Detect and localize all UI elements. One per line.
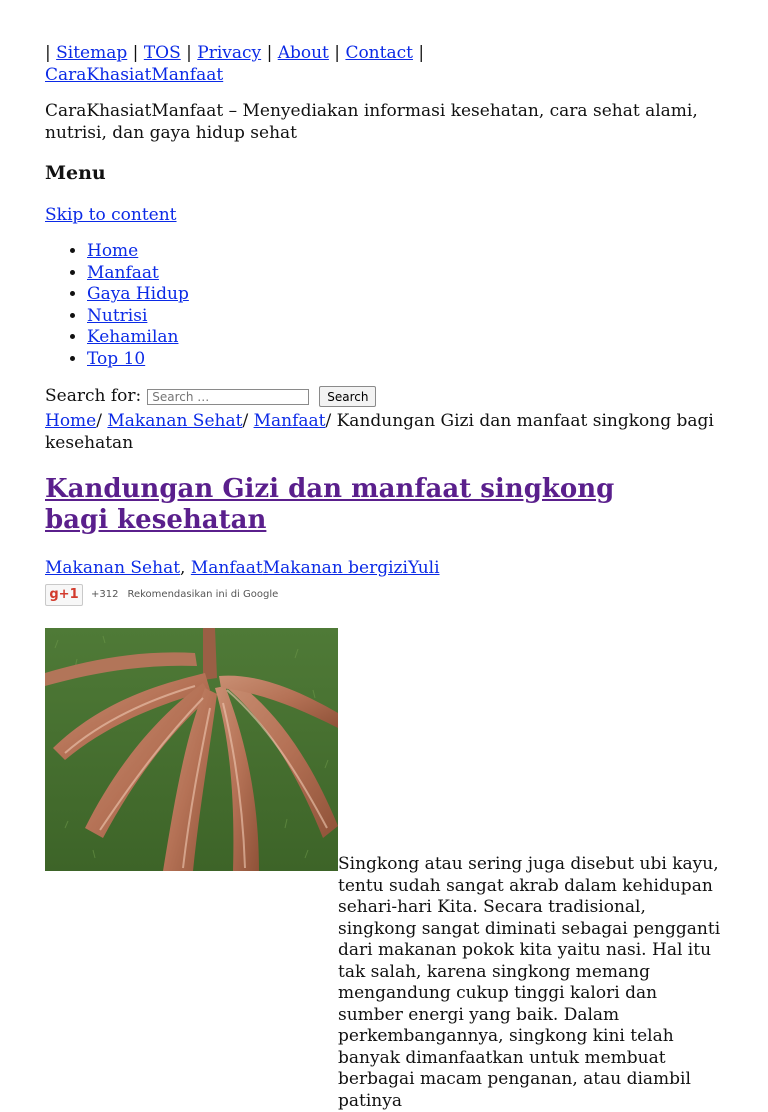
breadcrumb-makanan-sehat[interactable]: Makanan Sehat xyxy=(107,411,243,431)
search-form xyxy=(45,386,376,408)
menu-link-top-10[interactable]: Top 10 xyxy=(87,348,146,369)
breadcrumb: Home/ Makanan Sehat/ Manfaat/ Kandungan Gizi dan manfaat singkong bagi kesehatan xyxy=(45,411,714,453)
nav-link-contact[interactable]: Contact xyxy=(345,43,413,63)
nav-separator: | xyxy=(266,43,273,63)
menu-item-manfaat xyxy=(87,263,189,285)
nav-link-about[interactable]: About xyxy=(277,43,329,63)
nav-separator: | xyxy=(418,43,425,63)
site-tagline: CaraKhasiatManfaat – Menyediakan informasi kesehatan, cara sehat alami, nutrisi, dan gaya hidup sehat xyxy=(45,101,698,143)
post-meta: Makanan Sehat, ManfaatMakanan bergiziYuli xyxy=(45,558,440,578)
menu-item-top-10 xyxy=(87,349,189,371)
breadcrumb-home[interactable]: Home xyxy=(45,411,97,431)
menu-link-manfaat[interactable]: Manfaat xyxy=(87,262,159,283)
search-input[interactable] xyxy=(147,389,309,405)
menu-link-gaya-hidup[interactable]: Gaya Hidup xyxy=(87,284,189,304)
menu-item-kehamilan xyxy=(87,327,189,349)
menu-link-home[interactable]: Home xyxy=(87,241,139,261)
main-menu xyxy=(45,241,189,370)
search-button[interactable]: Search xyxy=(319,386,376,407)
menu-item-gaya-hidup xyxy=(87,284,189,306)
post-paragraph: Singkong atau sering juga disebut ubi kayu, tentu sudah sangat akrab dalam kehidupan sehari-hari Kita. Secara tradisional, singkong sangat diminati sebagai pengganti dari makanan pokok kita yaitu nasi. Hal itu tak salah, karena singkong memang mengandung cukup tinggi kalori dan sumber energi yang baik. Dalam perkembangannya, singkong kini telah banyak dimanfaatkan untuk membuat berbagai macam penganan, atau diambil patinya xyxy=(338,854,721,1111)
menu-heading: Menu xyxy=(45,162,106,184)
gplus-widget xyxy=(45,584,278,606)
nav-link-sitemap[interactable]: Sitemap xyxy=(56,43,128,63)
menu-item-home xyxy=(87,241,189,263)
gplus-button[interactable]: g+1 xyxy=(45,584,83,606)
nav-separator: | xyxy=(45,43,51,63)
tag-link-makanan-bergizi[interactable]: Makanan bergizi xyxy=(262,558,408,578)
menu-link-kehamilan[interactable]: Kehamilan xyxy=(87,327,179,347)
site-title-link[interactable]: CaraKhasiatManfaat xyxy=(45,65,224,85)
menu-item-nutrisi xyxy=(87,306,189,328)
author-link[interactable]: Yuli xyxy=(407,558,440,578)
menu-link-nutrisi[interactable]: Nutrisi xyxy=(87,305,148,326)
search-label: Search for: xyxy=(45,386,142,406)
gplus-recommend-text: Rekomendasikan ini di Google xyxy=(127,589,279,601)
category-link-manfaat[interactable]: Manfaat xyxy=(190,558,263,578)
category-link-makanan-sehat[interactable]: Makanan Sehat xyxy=(45,558,181,578)
gplus-count: +312 xyxy=(91,589,119,601)
post-title xyxy=(45,474,685,536)
nav-link-tos[interactable]: TOS xyxy=(143,43,181,63)
cassava-photo xyxy=(45,628,338,871)
breadcrumb-current: Kandungan Gizi dan manfaat singkong bagi kesehatan xyxy=(45,411,714,453)
nav-separator: | xyxy=(334,43,341,63)
nav-separator: | xyxy=(186,43,192,63)
nav-link-privacy[interactable]: Privacy xyxy=(197,43,262,63)
nav-separator: | xyxy=(132,43,139,63)
post-body xyxy=(45,854,721,1112)
skip-to-content-link[interactable]: Skip to content xyxy=(45,205,177,225)
top-nav xyxy=(45,43,424,65)
post-title-link[interactable]: Kandungan Gizi dan manfaat singkong bagi kesehatan xyxy=(45,474,615,535)
breadcrumb-manfaat[interactable]: Manfaat xyxy=(253,411,326,431)
